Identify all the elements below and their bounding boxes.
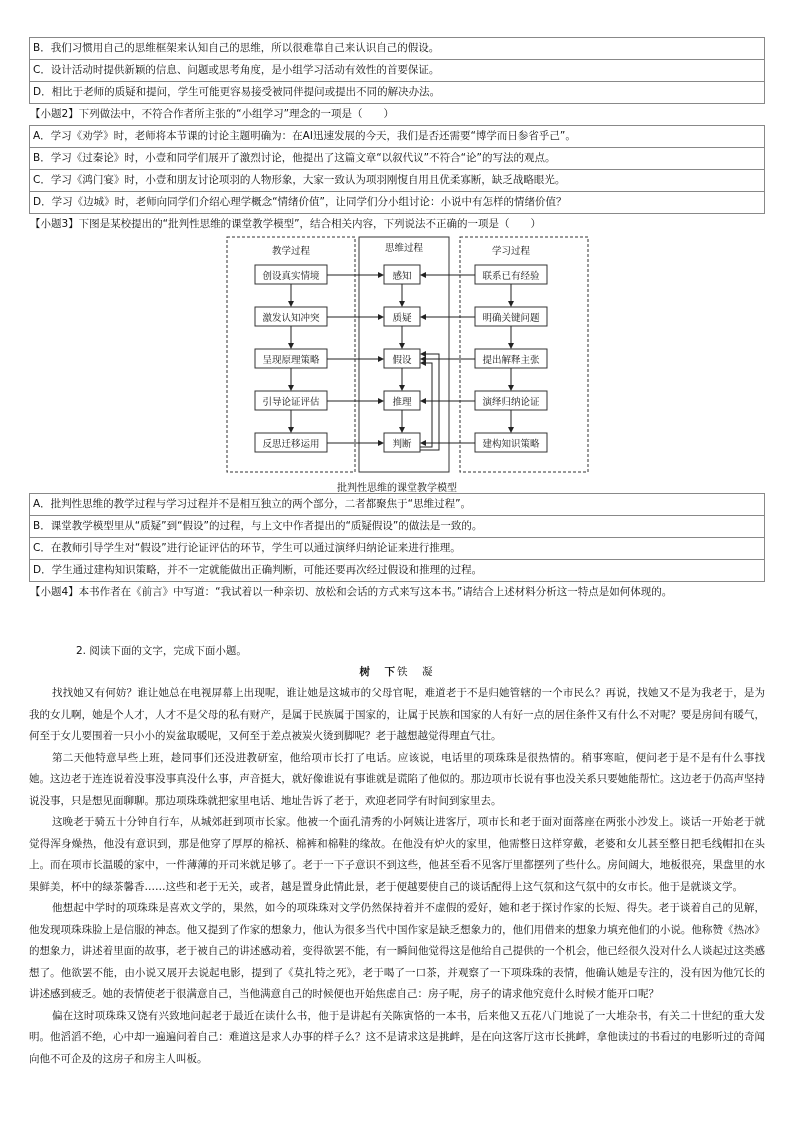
mid-column-title: 思维过程 [384, 243, 423, 254]
q2-option-c[interactable]: C．学习《鸿门宴》时，小壹和朋友讨论项羽的人物形象，大家一致认为项羽刚愎自用且优柔寡断，缺乏战略眼光。 [29, 170, 765, 192]
q2-option-a[interactable]: A．学习《劝学》时，老师将本节课的讨论主题明确为：在AI迅速发展的今天，我们是否还需要“博学而日参省乎己”。 [29, 125, 765, 148]
q2-option-d[interactable]: D．学习《边城》时，老师向同学们介绍心理学概念“情绪价值”，让同学们分小组讨论：小说中有怎样的情绪价值？ [29, 192, 765, 214]
paragraph-5: 偏在这时项珠珠又饶有兴致地问起老于最近在读什么书，他于是讲起有关陈寅恪的一本书，后来他又五花八门地说了一大堆杂书，有关二十世纪的重大发明。他滔滔不绝，心中却一遍遍问着自己：难道这是求人办事的样子么？这不是请求这是挑衅，是在向这客厅这市长挑衅，拿他读过的书看过的电影听过的奇闻向他不可企及的这房子和房主人叫板。 [29, 1009, 765, 1065]
left-step-4: 引导论证评估 [262, 397, 320, 408]
paragraph-4: 他想起中学时的项珠珠是喜欢文学的，果然，如今的项珠珠对文学仍然保持着并不虚假的爱好，她和老于探讨作家的长短、得失。老于谈着自己的见解，他发现项珠珠脸上是信服的神态。他又提到了作家的想象力，他认为很多当代中国作家是缺乏想象力的，他们用借来的想象力填充他们的小说。他称赞《热冰》的想象力，讲述着里面的故事，老于被自己的讲述感动着，变得欲罢不能，有一瞬间他觉得这是他给自己提供的一个机会，他已经很久没对什么人谈起过这类感想了。他欲罢不能，由小说又展开去说起电影，提到了《莫扎特之死》，老于喝了一口茶，并观察了一下项珠珠的表情，他确认她是专注的，没有因为他冗长的讲述感到疲乏。她的表情使老于很满意自己，当他满意自己的时候便也开始焦虑自己：房子呢，房子的请求他究竟什么时候才能开口呢？ [29, 902, 765, 1000]
right-step-5: 建构知识策略 [482, 439, 540, 450]
mid-step-1: 感知 [392, 271, 412, 282]
article-title [29, 661, 765, 683]
mid-step-5: 判断 [392, 439, 412, 450]
q3-option-d[interactable]: D．学生通过建构知识策略，并不一定就能做出正确判断，可能还要再次经过假设和推理的过程。 [29, 560, 765, 582]
mid-step-2: 质疑 [392, 313, 412, 324]
question-3-options [29, 493, 765, 582]
question-2-options [29, 125, 765, 214]
left-column-title: 教学过程 [271, 246, 310, 257]
q3-option-a[interactable]: A．批判性思维的教学过程与学习过程并不是相互独立的两个部分，二者都聚焦于“思维过程”。 [29, 493, 765, 516]
paragraph-3: 这晚老于骑五十分钟自行车，从城郊赶到项市长家。他被一个面孔清秀的小阿姨让进客厅，项市长和老于面对面落座在两张小沙发上。谈话一开始老于就觉得浑身燥热，他没有意识到，那是他穿了厚厚的棉袄、棉裤和棉鞋的缘故。在他没有炉火的家里，他需整日这样穿戴，老婆和女儿甚至整日把毛线帽扣在头上。而在项市长温暖的家中，一件薄薄的开司米就足够了。老于一下子意识不到这些，他甚至看不见客厅里都摆列了些什么。房间阔大，地板很亮，果盘里的水果鲜美，杯中的绿茶馨香……这些和老于无关，或者，越是置身此情此景，老于便越要使自己的谈话配得上这气氛和这气氛中的女市长。他于是就谈文学。 [29, 816, 765, 893]
option-b[interactable]: B．我们习惯用自己的思维框架来认知自己的思维，所以很难靠自己来认识自己的假设。 [29, 37, 765, 60]
article-body [29, 683, 765, 1070]
option-c[interactable]: C．设计活动时提供新颖的信息、问题或思考角度，是小组学习活动有效性的首要保证。 [29, 60, 765, 82]
top-options [29, 37, 765, 104]
paragraph-2: 第二天他特意早些上班，趁同事们还没进教研室，他给项市长打了电话。应该说，电话里的项珠珠是很热情的。稍事寒暄，便问老于是不是有什么事找她。这边老于连连说着没事没事真没什么事，声音挺大，就好像谁说有事谁就是谎陷了他似的。那边项市长说有事也没关系只要她能帮忙。这边老于仍高声坚持说没事，只是想见面聊聊。那边项珠珠就把家里电话、地址告诉了老于，欢迎老同学有时间到家里去。 [29, 751, 765, 807]
article-author: 铁 凝 [397, 666, 435, 678]
right-step-3: 提出解释主张 [482, 355, 540, 366]
question-2-stem: 【小题2】下列做法中，不符合作者所主张的“小组学习”理念的一项是（ ） [30, 108, 395, 120]
left-step-3: 呈现原理策略 [262, 355, 320, 366]
section-2-heading: 2. 阅读下面的文字，完成下面小题。 [76, 645, 247, 657]
mid-step-3: 假设 [392, 355, 412, 366]
teaching-model-diagram [29, 235, 765, 493]
right-step-2: 明确关键问题 [482, 313, 540, 324]
right-column-title: 学习过程 [491, 246, 530, 257]
paragraph-1: 找找她又有何妨？谁让她总在电视屏幕上出现呢，谁让她是这城市的父母官呢，难道老于不是归她管辖的一个市民么？再说，找她又不是为我老于，是为我的女儿啊，她是个人才，人才不是父母的私有财产，是属于民族属于国家的，让属于民族和国家的人有好一点的居住条件又有什么不对呢？要是房间有暖气，何至于女儿要围着一只小小的炭盆取暖呢，又何至于差点被炭火烫到脚呢？老于越想越觉得理直气壮。 [29, 687, 765, 742]
article-title-text: 树 下 [359, 666, 397, 678]
q2-option-b[interactable]: B．学习《过秦论》时，小壹和同学们展开了激烈讨论，他提出了这篇文章“以叙代议”不符合“论”的写法的观点。 [29, 148, 765, 170]
q3-option-b[interactable]: B．课堂教学模型里从“质疑”到“假设”的过程，与上文中作者提出的“质疑假设”的做法是一致的。 [29, 516, 765, 538]
mid-step-4: 推理 [392, 397, 412, 408]
q3-option-c[interactable]: C．在教师引导学生对“假设”进行论证评估的环节，学生可以通过演绎归纳论证来进行推理。 [29, 538, 765, 560]
option-d[interactable]: D．相比于老师的质疑和提问，学生可能更容易接受被同伴提问或提出不同的解决办法。 [29, 82, 765, 104]
left-step-1: 创设真实情境 [262, 271, 320, 282]
question-4-stem: 【小题4】本书作者在《前言》中写道：“我试着以一种亲切、放松和会话的方式来写这本书。”请结合上述材料分析这一特点是如何体现的。 [30, 586, 673, 598]
question-3-stem: 【小题3】下图是某校提出的“批判性思维的课堂教学模型”，结合相关内容，下列说法不正确的一项是（ ） [30, 218, 542, 230]
right-step-4: 演绎归纳论证 [482, 397, 540, 408]
left-step-5: 反思迁移运用 [262, 439, 320, 450]
left-step-2: 激发认知冲突 [262, 313, 320, 324]
right-step-1: 联系已有经验 [482, 271, 540, 282]
diagram-caption: 批判性思维的课堂教学模型 [337, 483, 457, 494]
page [29, 37, 765, 1070]
